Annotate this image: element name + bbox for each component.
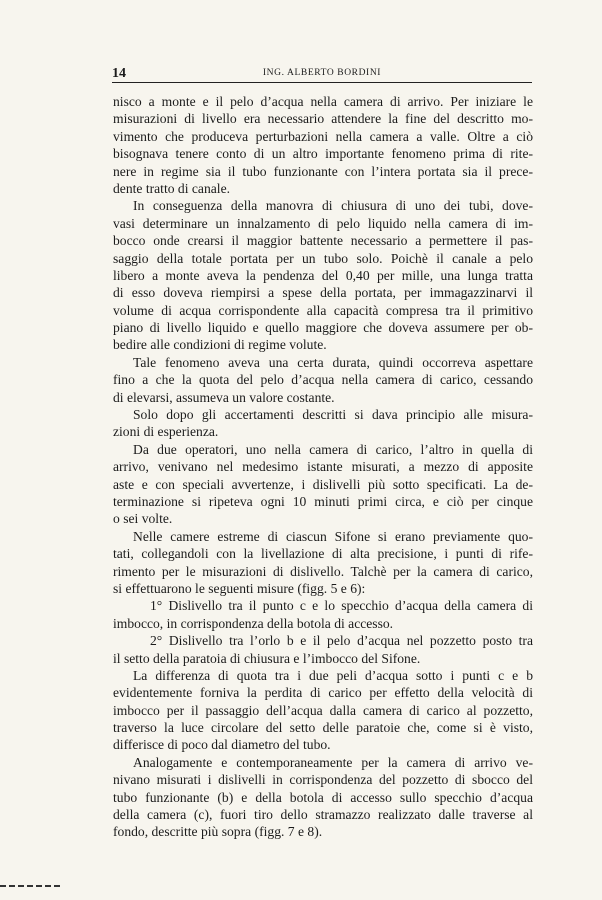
text-line: vimento che produceva perturbazioni nella camera a valle. Oltre a ciò xyxy=(113,128,533,144)
text-line: misurazioni di livello era necessario attendere la fine del descritto mo- xyxy=(113,111,533,127)
paragraph xyxy=(113,441,533,528)
page-header xyxy=(112,66,532,83)
paragraph xyxy=(113,528,533,598)
text-line: della camera (c), fuori tiro dello stramazzo realizzato dalle traverse al xyxy=(113,807,533,823)
text-line: bedire alle condizioni di regime volute. xyxy=(113,337,327,353)
text-line: tati, collegandoli con la livellazione di alta precisione, i punti di rife- xyxy=(113,546,533,562)
paragraph xyxy=(113,197,533,354)
text-line: piano di livello liquido e quello maggiore che doveva assumere per ob- xyxy=(113,320,533,336)
text-line: nere in regime sia il tubo funzionante con l’intera portata sia il prece- xyxy=(113,163,533,179)
text-line: fondo, descritte più sopra (figg. 7 e 8). xyxy=(113,824,323,840)
text-line: vasi determinare un innalzamento di pelo liquido nella camera di im- xyxy=(113,215,533,231)
text-line: di elevarsi, assumeva un valore costante. xyxy=(113,389,335,405)
paragraph xyxy=(113,667,533,754)
text-line: In conseguenza della manovra di chiusura di uno dei tubi, dove- xyxy=(133,198,533,214)
body-text xyxy=(113,93,533,841)
text-line: 2° Dislivello tra l’orlo b e il pelo d’acqua nel pozzetto posto tra xyxy=(150,633,533,649)
text-line: bocco onde crearsi il maggior battente necessario a permettere il pas- xyxy=(113,233,533,249)
text-line: Solo dopo gli accertamenti descritti si dava principio alle misura- xyxy=(133,407,533,423)
text-line: nivano misurati i dislivelli in corrispondenza del pozzetto di sbocco del xyxy=(113,772,533,788)
text-line: libero a monte aveva la pendenza del 0,40 per mille, una lunga tratta xyxy=(113,267,533,283)
text-line: si effettuarono le seguenti misure (figg. 5 e 6): xyxy=(113,580,366,596)
text-line: Analogamente e contemporaneamente per la camera di arrivo ve- xyxy=(133,754,533,770)
text-line: saggio della totale portata per un tubo solo. Poichè il canale a pelo xyxy=(113,250,533,266)
text-line: nisco a monte e il pelo d’acqua nella camera di arrivo. Per iniziare le xyxy=(113,94,533,109)
text-line: tubo funzionante (b) e della botola di accesso sullo specchio d’acqua xyxy=(113,789,533,805)
text-line: il setto della paratoia di chiusura e l’imbocco del Sifone. xyxy=(113,650,421,666)
text-line: o sei volte. xyxy=(113,511,173,527)
text-line: traverso la luce circolare del setto delle paratoie che, come si è visto, xyxy=(113,720,533,736)
text-line: Nelle camere estreme di ciascun Sifone si erano previamente quo- xyxy=(133,528,533,544)
text-line: imbocco, in corrispondenza della botola di accesso. xyxy=(113,615,394,631)
text-line: arrivo, venivano nel medesimo istante misurati, a mezzo di apposite xyxy=(113,459,533,475)
text-line: evidentemente forniva la perdita di carico per effetto della velocità di xyxy=(113,685,533,701)
text-line: 1° Dislivello tra il punto c e lo specchio d’acqua della camera di xyxy=(150,598,533,614)
paragraph xyxy=(113,632,533,667)
text-line: Tale fenomeno aveva una certa durata, quindi occorreva aspettare xyxy=(133,354,533,370)
bottom-edge-mark xyxy=(0,885,60,887)
text-line: aste e con speciali avvertenze, i dislivelli più sotto specificati. La de- xyxy=(113,476,533,492)
text-line: La differenza di quota tra i due peli d’acqua sotto i punti c e b xyxy=(133,667,533,683)
text-line: rimento per le misurazioni di dislivello. Talchè per la camera di carico, xyxy=(113,563,533,579)
paragraph xyxy=(113,354,533,406)
text-line: terminazione si ripeteva ogni 10 minuti primi circa, e ciò per cinque xyxy=(113,493,533,509)
paragraph xyxy=(113,406,533,441)
page-number: 14 xyxy=(112,66,126,81)
text-line: imbocco per il passaggio dell’acqua dalla camera di carico al pozzetto, xyxy=(113,702,533,718)
text-line: differisce di poco dal diametro del tubo. xyxy=(113,737,331,753)
paragraph xyxy=(113,93,533,197)
paragraph xyxy=(113,597,533,632)
text-line: dente tratto di canale. xyxy=(113,180,231,196)
running-head: ING. ALBERTO BORDINI xyxy=(262,68,382,78)
text-line: fino a che la quota del pelo d’acqua nella camera di carico, cessando xyxy=(113,372,533,388)
text-line: di esso doveva riempirsi a spese della portata, per immagazzinarvi il xyxy=(113,285,533,301)
text-line: volume di acqua corrispondente alla capacità compresa tra il primitivo xyxy=(113,302,533,318)
text-line: Da due operatori, uno nella camera di carico, l’altro in quella di xyxy=(133,441,533,457)
text-line: zioni di esperienza. xyxy=(113,424,219,440)
text-line: bisognava tenere conto di un altro importante fenomeno prima di rite- xyxy=(113,146,533,162)
paragraph xyxy=(113,754,533,841)
